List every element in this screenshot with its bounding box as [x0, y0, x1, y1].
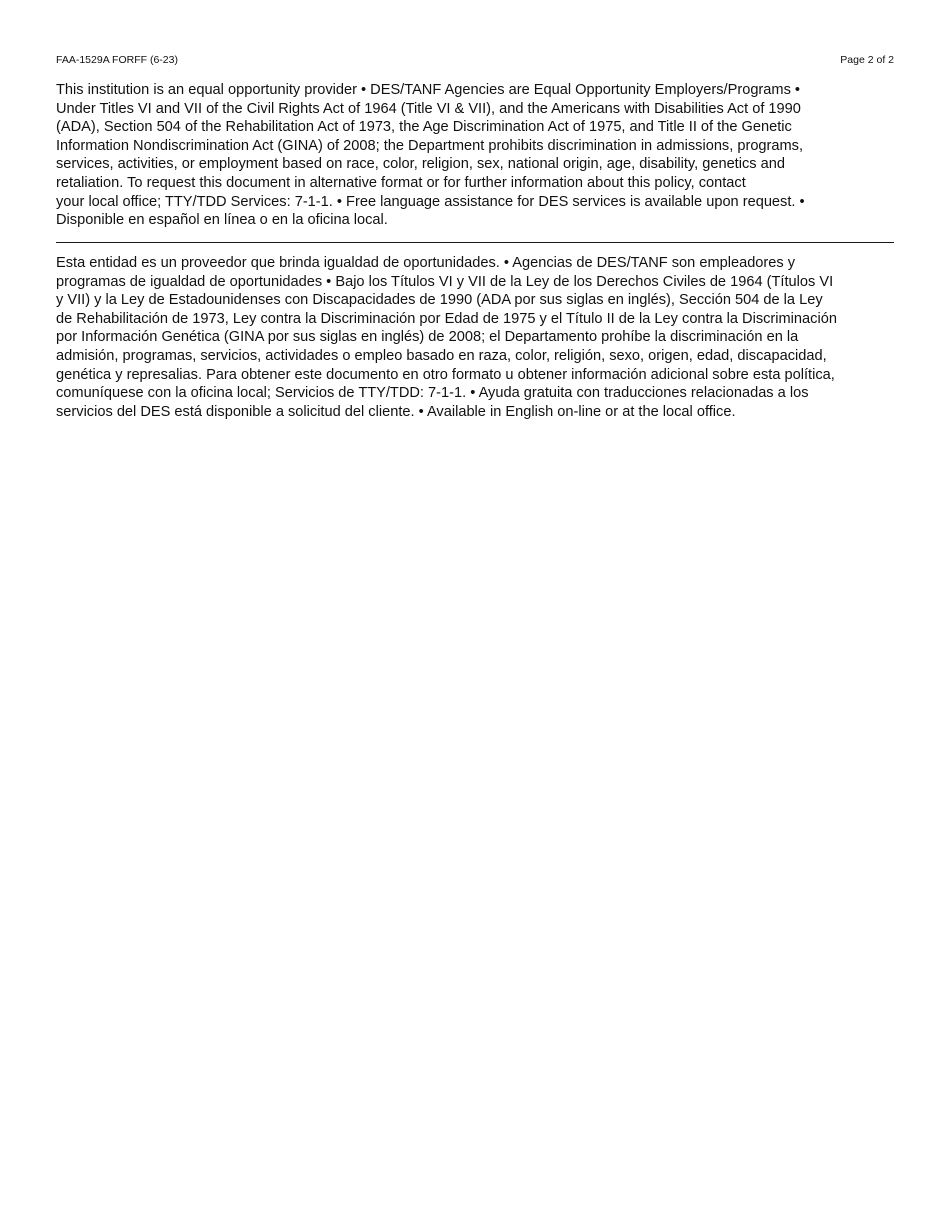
- notice-line: retaliation. To request this document in alternative format or for further information about this policy, contact: [56, 174, 746, 191]
- nondiscrimination-notice-english: [56, 81, 894, 230]
- notice-line: Under Titles VI and VII of the Civil Rights Act of 1964 (Title VI & VII), and the Americans with Disabilities Act of 1990: [56, 100, 801, 117]
- page-header: [56, 53, 894, 67]
- notice-line: programas de igualdad de oportunidades • Bajo los Títulos VI y VII de la Ley de los Derechos Civiles de 1964 (Títulos VI: [56, 273, 834, 290]
- notice-line: genética y represalias. Para obtener este documento en otro formato u obtener información adicional sobre esta política,: [56, 366, 835, 383]
- notice-line: comuníquese con la oficina local; Servicios de TTY/TDD: 7-1-1. • Ayuda gratuita con traducciones relacionadas a los: [56, 385, 809, 402]
- document-page: [56, 0, 894, 1230]
- notice-line: (ADA), Section 504 of the Rehabilitation Act of 1973, the Age Discrimination Act of 1975, and Title II of the Genetic: [56, 119, 792, 136]
- page-number: Page 2 of 2: [840, 54, 894, 66]
- notice-line: services, activities, or employment based on race, color, religion, sex, national origin, age, disability, genetics and: [56, 156, 785, 173]
- notice-line: servicios del DES está disponible a solicitud del cliente. • Available in English on-line or at the local office.: [56, 403, 736, 420]
- form-id: FAA-1529A FORFF (6-23): [56, 54, 178, 66]
- notice-line: Disponible en español en línea o en la oficina local.: [56, 212, 388, 229]
- nondiscrimination-notice-spanish: [56, 254, 894, 421]
- notice-line: your local office; TTY/TDD Services: 7-1-1. • Free language assistance for DES services is available upon request. •: [56, 193, 805, 210]
- section-divider: [56, 242, 894, 243]
- notice-line: Esta entidad es un proveedor que brinda igualdad de oportunidades. • Agencias de DES/TANF son empleadores y: [56, 255, 796, 271]
- notice-line: de Rehabilitación de 1973, Ley contra la Discriminación por Edad de 1975 y el Título II de la Ley contra la Discriminación: [56, 310, 837, 327]
- notice-line: Information Nondiscrimination Act (GINA) of 2008; the Department prohibits discrimination in admissions, programs,: [56, 137, 804, 154]
- notice-line: admisión, programas, servicios, actividades o empleo basado en raza, color, religión, sexo, origen, edad, discapacidad,: [56, 347, 827, 364]
- notice-line: por Información Genética (GINA por sus siglas en inglés) de 2008; el Departamento prohíbe la discriminación en la: [56, 329, 799, 346]
- notice-line: y VII) y la Ley de Estadounidenses con Discapacidades de 1990 (ADA por sus siglas en inglés), Sección 504 de la Ley: [56, 292, 823, 309]
- notice-line: This institution is an equal opportunity provider • DES/TANF Agencies are Equal Opportunity Employers/Programs •: [56, 82, 801, 98]
